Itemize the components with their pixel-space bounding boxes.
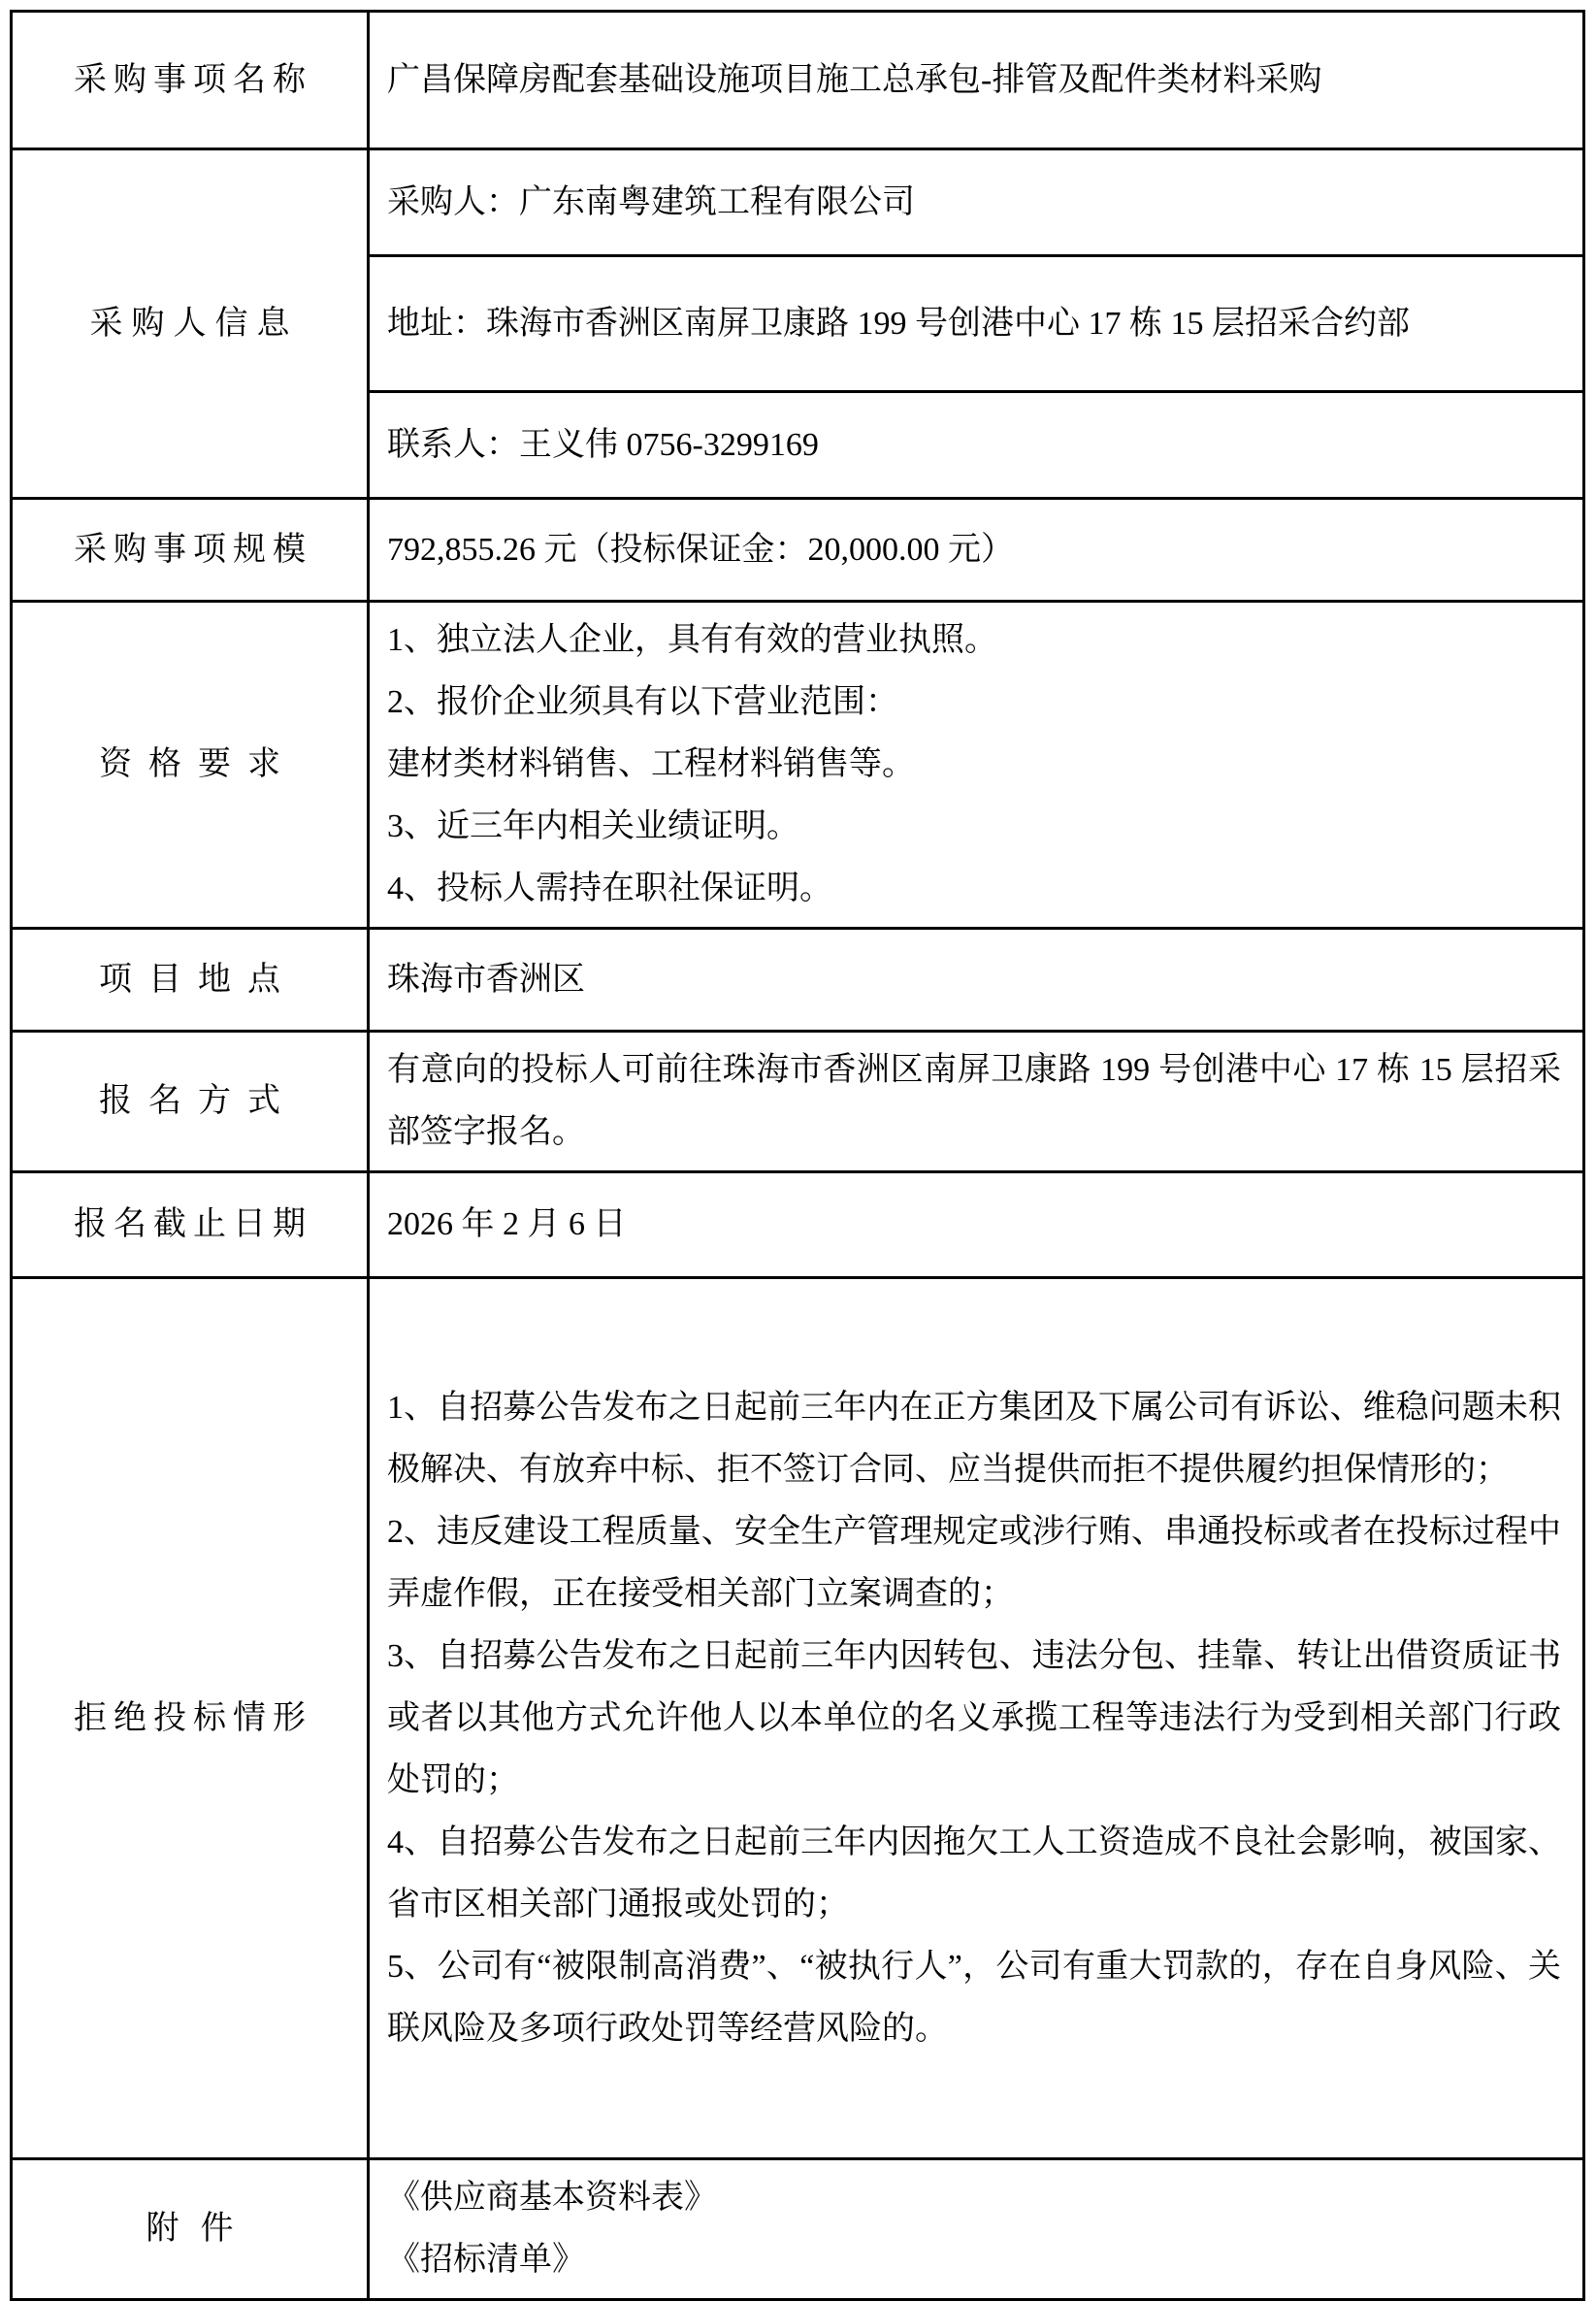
row-qualification-requirements <box>12 602 1584 929</box>
attachment-item: 《招标清单》 <box>387 2242 585 2278</box>
procurement-notice-table <box>10 10 1585 2301</box>
cell-purchaser-address <box>369 256 1584 392</box>
row-project-location <box>12 929 1584 1032</box>
registration-deadline-text: 2026 年 2 月 6 日 <box>387 1206 627 1242</box>
qualification-item: 2、报价企业须具有以下营业范围： <box>387 684 898 720</box>
cell-attachments <box>369 2159 1584 2300</box>
label-registration-method: 报名方式 <box>12 1032 369 1172</box>
label-purchaser-info: 采购人信息 <box>12 149 369 499</box>
row-registration-method <box>12 1032 1584 1172</box>
label-bid-rejection-situations: 拒绝投标情形 <box>12 1278 369 2159</box>
cell-qualification-requirements <box>369 602 1584 929</box>
row-purchaser-info <box>12 149 1584 256</box>
label-qualification-requirements: 资格要求 <box>12 602 369 929</box>
cell-bid-rejection-situations <box>369 1278 1584 2159</box>
rejection-item: 1、自招募公告发布之日起前三年内在正方集团及下属公司有诉讼、维稳问题未积极解决、有放弃中标、拒不签订合同、应当提供而拒不提供履约担保情形的； <box>387 1389 1561 1488</box>
rejection-item: 2、违反建设工程质量、安全生产管理规定或涉行贿、串通投标或者在投标过程中弄虚作假，正在接受相关部门立案调查的； <box>387 1513 1561 1612</box>
label-procurement-name: 采购事项名称 <box>12 12 369 149</box>
qualification-item: 1、独立法人企业，具有有效的营业执照。 <box>387 622 997 658</box>
cell-procurement-scale <box>369 499 1584 602</box>
row-procurement-scale <box>12 499 1584 602</box>
cell-registration-deadline <box>369 1172 1584 1278</box>
cell-project-location <box>369 929 1584 1032</box>
rejection-item: 4、自招募公告发布之日起前三年内因拖欠工人工资造成不良社会影响，被国家、省市区相关部门通报或处罚的； <box>387 1824 1561 1923</box>
attachment-item: 《供应商基本资料表》 <box>387 2180 717 2216</box>
qualification-item: 3、近三年内相关业绩证明。 <box>387 808 799 844</box>
purchaser-address-text: 地址：珠海市香洲区南屏卫康路 199 号创港中心 17 栋 15 层招采合约部 <box>387 305 1410 342</box>
qualification-item: 4、投标人需持在职社保证明。 <box>387 871 832 906</box>
rejection-item: 5、公司有“被限制高消费”、“被执行人”，公司有重大罚款的，存在自身风险、关联风险及多项行政处罚等经营风险的。 <box>387 1948 1561 2047</box>
row-procurement-name <box>12 12 1584 149</box>
purchaser-contact-text: 联系人：王义伟 0756-3299169 <box>387 426 819 463</box>
label-project-location: 项目地点 <box>12 929 369 1032</box>
row-bid-rejection-situations <box>12 1278 1584 2159</box>
label-attachments: 附件 <box>12 2159 369 2300</box>
cell-procurement-name <box>369 12 1584 149</box>
label-procurement-scale: 采购事项规模 <box>12 499 369 602</box>
project-location-text: 珠海市香洲区 <box>387 961 585 998</box>
rejection-item: 3、自招募公告发布之日起前三年内因转包、违法分包、挂靠、转让出借资质证书或者以其他方式允许他人以本单位的名义承揽工程等违法行为受到相关部门行政处罚的； <box>387 1637 1561 1798</box>
cell-purchaser-contact <box>369 392 1584 499</box>
procurement-scale-text: 792,855.26 元（投标保证金：20,000.00 元） <box>387 531 1014 568</box>
cell-purchaser <box>369 149 1584 256</box>
registration-method-text: 有意向的投标人可前往珠海市香洲区南屏卫康路 199 号创港中心 17 栋 15 层招采部签字报名。 <box>387 1052 1561 1150</box>
row-attachments <box>12 2159 1584 2300</box>
label-registration-deadline: 报名截止日期 <box>12 1172 369 1278</box>
procurement-name-text: 广昌保障房配套基础设施项目施工总承包-排管及配件类材料采购 <box>387 61 1322 98</box>
purchaser-text: 采购人：广东南粤建筑工程有限公司 <box>387 183 915 220</box>
cell-registration-method <box>369 1032 1584 1172</box>
row-registration-deadline <box>12 1172 1584 1278</box>
qualification-item: 建材类材料销售、工程材料销售等。 <box>387 746 915 782</box>
